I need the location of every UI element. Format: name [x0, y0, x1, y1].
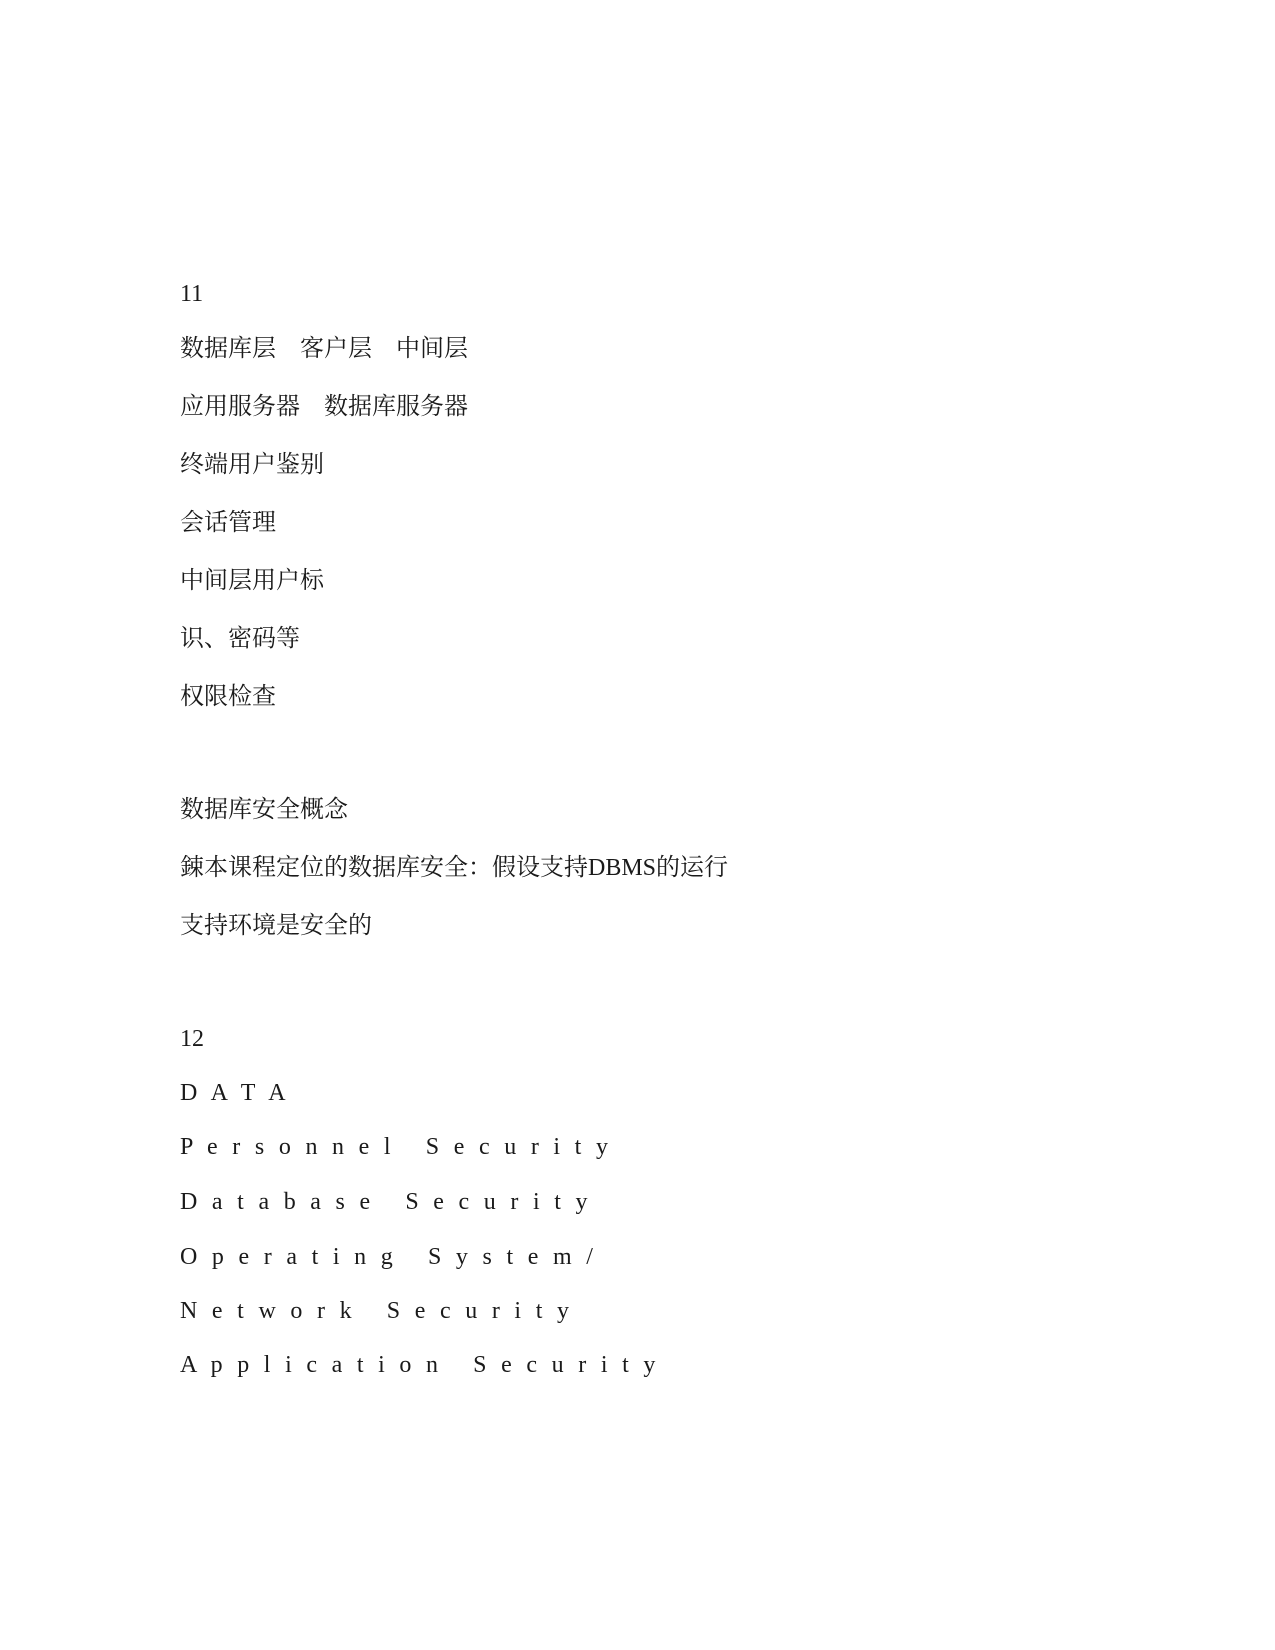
section-heading: 数据库安全概念	[180, 797, 348, 823]
text-line: D a t a b a s e S e c u r i t y	[180, 1189, 592, 1215]
text-line: 识、密码等	[180, 626, 300, 652]
text-line: O p e r a t i n g S y s t e m /	[180, 1244, 598, 1270]
section-number: 12	[180, 1026, 204, 1052]
text-line: 会话管理	[180, 510, 276, 536]
text-line: A p p l i c a t i o n S e c u r i t y	[180, 1352, 660, 1378]
text-line: 权限检查	[180, 684, 276, 710]
text-line: 终端用户鉴别	[180, 452, 324, 478]
text-line: 应用服务器 数据库服务器	[180, 394, 468, 420]
text-line: D A T A	[180, 1080, 290, 1106]
text-line: P e r s o n n e l S e c u r i t y	[180, 1134, 613, 1160]
text-line: 支持环境是安全的	[180, 913, 372, 939]
text-line: N e t w o r k S e c u r i t y	[180, 1298, 574, 1324]
text-line: 数据库层 客户层 中间层	[180, 336, 468, 362]
text-line: 鋉本课程定位的数据库安全：假设支持DBMS的运行	[180, 855, 729, 881]
section-number: 11	[180, 281, 204, 307]
text-line: 中间层用户标	[180, 568, 324, 594]
